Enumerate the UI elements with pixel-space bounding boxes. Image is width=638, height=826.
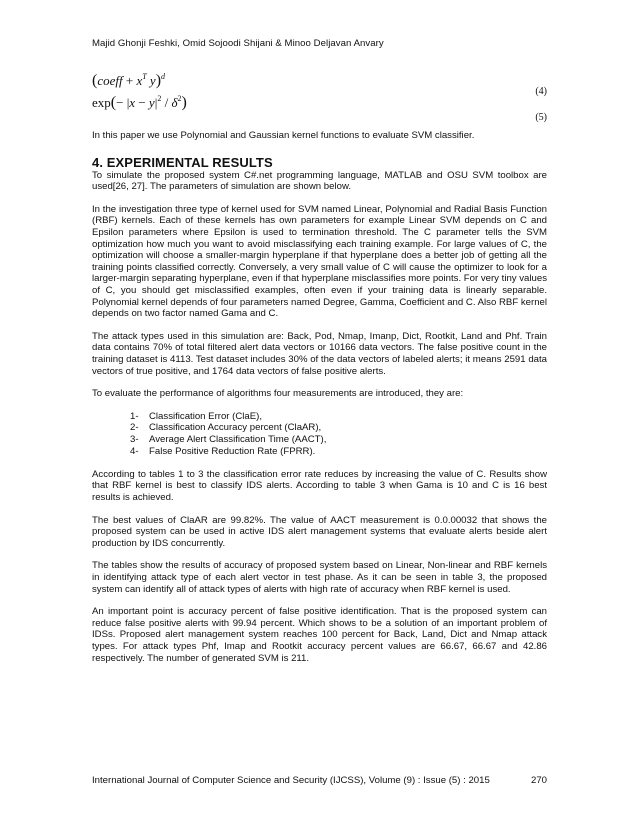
- paragraph-kernels-used: In this paper we use Polynomial and Gaussian kernel functions to evaluate SVM classifier.: [92, 130, 475, 141]
- list-item: 4- False Positive Reduction Rate (FPRR).: [130, 446, 316, 458]
- section-heading: 4. EXPERIMENTAL RESULTS: [92, 154, 273, 170]
- list-item: 2- Classification Accuracy percent (ClaAR),: [130, 422, 322, 434]
- page-footer: [92, 775, 547, 786]
- page-body: [92, 72, 547, 664]
- equation-5-number: (5): [535, 112, 547, 123]
- paragraph-false-positive: An important point is accuracy percent of false positive identification. That is the proposed system can reduce false positive alerts with 99.94 percent. Which shows to be a solution of an important problem of IDSs. Proposed alert management system reaches 100 percent for Back, Land, Dict and Nmap attack types. For attack types Phf, Imap and Rootkit accuracy percent values are 66.67, 66.67 and 42.86 respectively. The number of generated SVM is 211.: [92, 606, 547, 664]
- list-item: 3- Average Alert Classification Time (AACT),: [130, 434, 327, 446]
- list-item: 1- Classification Error (ClaE),: [130, 410, 263, 422]
- equation-5: [92, 94, 547, 123]
- measurements-list: [92, 411, 547, 458]
- paragraph-attack-types: The attack types used in this simulation are: Back, Pod, Nmap, Imanp, Dict, Rootkit, Land and Phf. Train data contains 70% of total filtered alert data vectors or 10166 data vectors. The false positive count in the training dataset is 4113. Test dataset includes 30% of the data vectors of labeled alerts; it means 2591 data vectors of true positive, and 1764 data vectors of false positive alerts.: [92, 330, 547, 377]
- equation-4-number: (4): [535, 86, 547, 97]
- journal-citation: International Journal of Computer Science and Security (IJCSS), Volume (9) : Issue (5) : 2015: [92, 775, 490, 786]
- paragraph-measurements-intro: To evaluate the performance of algorithms four measurements are introduced, they are:: [92, 388, 464, 400]
- paragraph-tables-1-3: According to tables 1 to 3 the classification error rate reduces by increasing the value of C. Results show that RBF kernel is best to classify IDS alerts. According to table 3 when Gama is 10 and C is 16 best results is achieved.: [92, 468, 547, 504]
- page-number: 270: [530, 775, 547, 786]
- equation-5-expression: $\exp(- |x - y|^2 / \delta^2)$: [92, 94, 187, 111]
- equation-4-expression: (coeff + $x^T$ y)$^d$: [92, 72, 166, 89]
- paragraph-tables-accuracy: The tables show the results of accuracy of proposed system based on Linear, Non-linear and RBF kernels in identifying attack type of each alert vector in test phase. As it can be seen in table 3, the proposed system can identify all of attack types of alerts with high rate of accuracy when RBF kernel is used.: [92, 560, 547, 595]
- equation-4: [92, 72, 547, 97]
- paragraph-simulation: To simulate the proposed system C#.net programming language, MATLAB and OSU SVM toolbox are used[26, 27]. The parameters of simulation are shown below.: [92, 169, 547, 193]
- running-head: Majid Ghonji Feshki, Omid Sojoodi Shijani & Minoo Deljavan Anvary: [92, 38, 384, 49]
- paragraph-kernel-types: In the investigation three type of kernel used for SVM named Linear, Polynomial and Radial Basis Function (RBF) kernels. Each of these kernels has own parameters for example Linear SVM depends on C and Epsilon parameters where Epsilon is used to termination threshold. The C parameter tells the SVM optimization how much you want to avoid misclassifying each training example. For large values of C, the optimization will choose a smaller-margin hyperplane if that hyperplane does a better job of getting all the training points classified correctly. Conversely, a very small value of C will cause the optimizer to look for a larger-margin separating hyperplane, even if that hyperplane misclassifies more points. For very tiny values of C, you should get misclassified examples, often even if your training data is linearly separable. Polynomial kernel depends of four parameters named Degree, Gamma, Coefficient and C. Also RBF kernel depends on two factor named Gama and C.: [92, 203, 547, 320]
- paragraph-best-values: The best values of ClaAR are 99.82%. The value of AACT measurement is 0.0.00032 that shows the proposed system can be used in active IDS alert management systems that evaluate alerts beside alert production by IDS concurrently.: [92, 514, 547, 549]
